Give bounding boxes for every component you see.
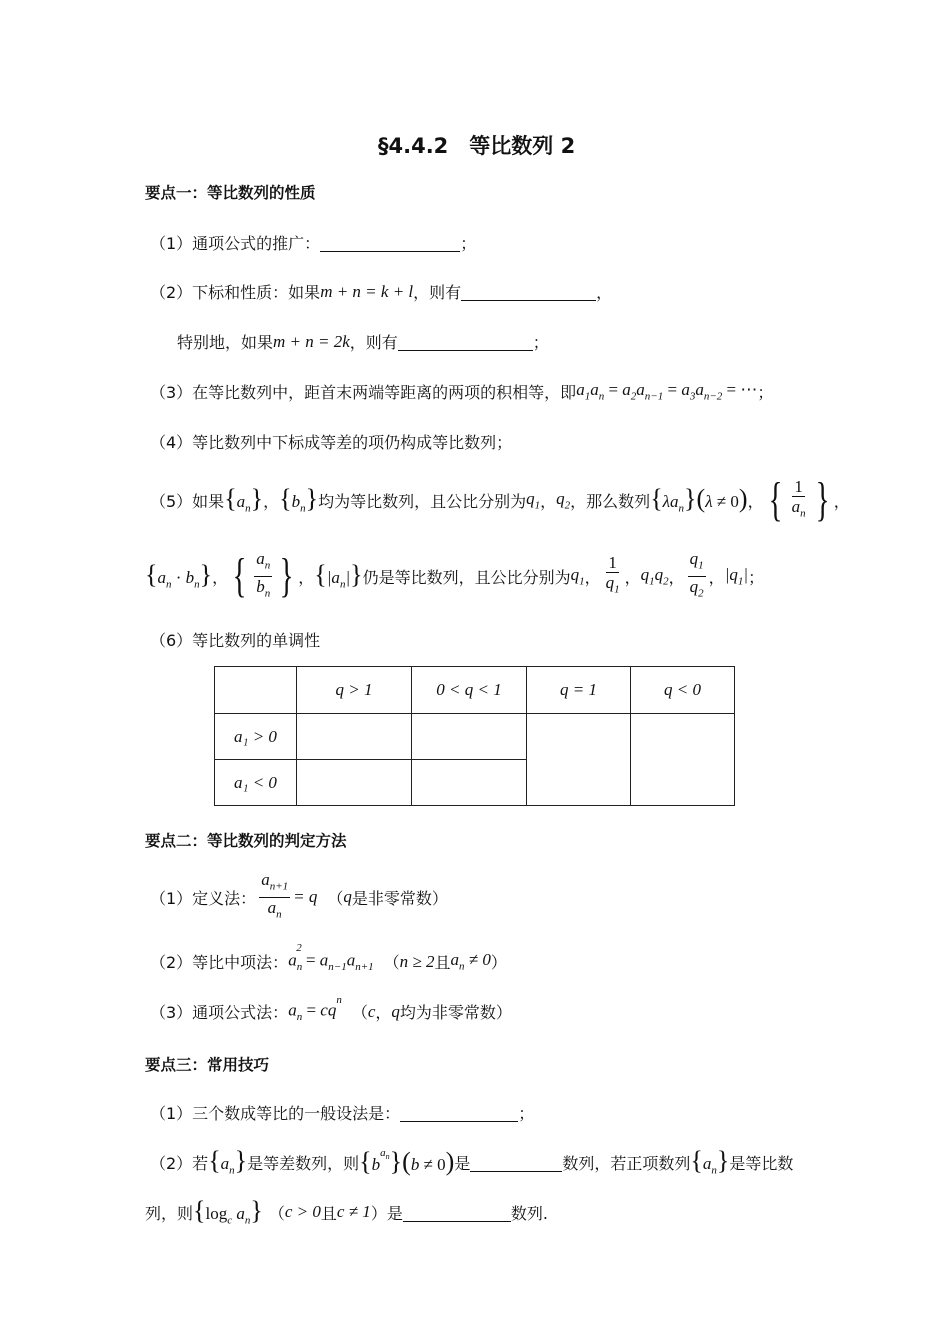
tip-item-2: （2）若 $\{a_n\}$ 是等差数列，则 $\{b^{a_n}\}(b \ne 0)$ 是 数列，若正项数列 $\{a_n\}$ 是等比数 xyxy=(150,1146,794,1177)
property-item-2: （2）下标和性质：如果 m + n = k + l ，则有 ， xyxy=(150,281,613,302)
item-label: 特别地，如果 xyxy=(177,333,274,352)
exponential-sequence: $\{b^{a_n}\}(b \ne 0)$ xyxy=(359,1146,455,1177)
tip-item-2-continued: 列，则 {$\log_c$ $a_n$} （ c > 0 且 c ≠ 1 ）是 数列. xyxy=(145,1196,548,1227)
ratio-definition: $\frac{a_{n+1}}{a_n}$ xyxy=(261,870,289,920)
ratio-abs-q1: $|q_1|$ xyxy=(724,564,749,588)
sequence-lambda-an: $\{\lambda a_n\}(\lambda \ne 0)$ xyxy=(650,483,748,515)
answer-blank[interactable] xyxy=(320,233,460,252)
item-label: （2）若 xyxy=(150,1153,209,1173)
ratio-q1q2: $q_1q_2$ xyxy=(640,564,669,588)
property-item-4 xyxy=(150,430,512,453)
ratio-q1: $q_1$ xyxy=(570,564,585,588)
table-cell[interactable] xyxy=(527,714,631,806)
item-label: （1）定义法： xyxy=(150,888,257,908)
criteria-item-1: （1）定义法： $\frac{a_{n+1}}{a_n}$ = q （ q 是非零常数） xyxy=(150,874,448,920)
answer-blank[interactable] xyxy=(470,1153,562,1172)
table-header-cell: q > 1 xyxy=(297,667,412,714)
criteria-item-2: （2）等比中项法： $a_n^2 = a_{n-1}a_{n+1}$ （ n ≥ 2 且 $a_n \ne 0$ ） xyxy=(150,942,507,974)
table-corner-cell xyxy=(215,667,297,714)
sequence-bn: $\{b_n\}$ xyxy=(279,483,319,515)
property-item-6 xyxy=(150,628,320,651)
general-term-formula: $a_n = cq^n$ xyxy=(288,994,342,1024)
table-header-cell: q = 1 xyxy=(527,667,631,714)
criteria-item-3: （3）通项公式法： $a_n = cq^n$ （ c ， q 均为非零常数） xyxy=(150,994,512,1024)
table-row-header: a₁ > 0 xyxy=(215,714,297,760)
item-label: （6）等比数列的单调性 xyxy=(150,631,321,650)
property-item-1: （1）通项公式的推广： ； xyxy=(150,231,476,254)
property-item-5: （5）如果 $\{a_n\}$ ， $\{b_n\}$ 均为等比数列，且公比分别为 $q_1$ ， $q_2$ ，那么数列 $\{\lambda a_n\}(\lambda \ne 0)$ ， { $\frac{1}{a_n}$ } ， xyxy=(150,473,850,526)
item-label: 列，则 xyxy=(145,1203,194,1223)
index-condition: m + n = 2k xyxy=(273,331,350,351)
property-item-2-special: 特别地，如果 m + n = 2k ，则有 ； xyxy=(177,331,549,352)
answer-blank[interactable] xyxy=(461,282,596,301)
product-formula: $a_1a_n = a_2a_{n-1} = a_3a_{n-2}$ = ⋯ xyxy=(576,380,758,403)
item-label: （1）三个数成等比的一般设法是： xyxy=(150,1104,401,1123)
ratio-q1-over-q2: $\frac{q_1}{q_2}$ xyxy=(689,549,704,599)
item-label: （5）如果 xyxy=(150,491,225,511)
item-label: （3）在等比数列中，距首末两端等距离的两项的积相等，即 xyxy=(150,383,577,402)
section-heading-tips: 要点三：常用技巧 xyxy=(145,1056,270,1074)
index-condition: m + n = k + l xyxy=(320,281,414,301)
section-heading-properties: 要点一：等比数列的性质 xyxy=(145,184,316,202)
ratio-q1: $q_1$ xyxy=(526,488,541,512)
tip-item-1: （1）三个数成等比的一般设法是： ； xyxy=(150,1101,534,1124)
answer-blank[interactable] xyxy=(400,1103,518,1122)
item-label: （4）等比数列中下标成等差的项仍构成等比数列； xyxy=(150,433,513,452)
table-cell[interactable] xyxy=(297,760,412,806)
sequence-reciprocal: { $\frac{1}{a_n}$ } xyxy=(768,473,830,526)
property-item-5-continued: $\{a_n \cdot b_n\}$ ， { $\frac{a_n}{b_n}$ } ， $\{|a_n|\}$ 仍是等比数列，且公比分别为 $q_1$ ， $\frac{1}{q_1}$ ， $q_1q_2$ ， $\frac{q_1}{q_2}$ ， $|q_1|$ ； xyxy=(145,549,765,602)
item-label: （2）下标和性质：如果 xyxy=(150,283,321,302)
table-header-cell: q < 0 xyxy=(631,667,735,714)
geometric-mean-formula: $a_n^2 = a_{n-1}a_{n+1}$ xyxy=(288,942,374,974)
sequence-an: $\{a_n\}$ xyxy=(224,483,264,515)
ratio-reciprocal-q1: $\frac{1}{q_1}$ xyxy=(605,552,620,596)
table-cell[interactable] xyxy=(412,714,527,760)
sequence-an-bn: $\{a_n \cdot b_n\}$ xyxy=(145,559,213,591)
log-sequence: {$\log_c$ $a_n$} xyxy=(193,1196,263,1227)
page-title: §4.4.2 等比数列 2 xyxy=(378,134,576,158)
table-cell[interactable] xyxy=(412,760,527,806)
table-row-header: a₁ < 0 xyxy=(215,760,297,806)
section-heading-criteria: 要点二：等比数列的判定方法 xyxy=(145,832,347,850)
ratio-q2: $q_2$ xyxy=(556,488,571,512)
table-cell[interactable] xyxy=(297,714,412,760)
sequence-abs-an: $\{|a_n|\}$ xyxy=(314,559,363,591)
answer-blank[interactable] xyxy=(398,332,533,351)
item-label: （1）通项公式的推广： xyxy=(150,234,321,253)
item-label: （3）通项公式法： xyxy=(150,1003,289,1023)
table-header-cell: 0 < q < 1 xyxy=(412,667,527,714)
monotonicity-table xyxy=(214,666,735,806)
property-item-3: （3）在等比数列中，距首末两端等距离的两项的积相等，即 $a_1a_n = a_2a_{n-1} = a_3a_{n-2}$ = ⋯ ； xyxy=(150,380,774,403)
answer-blank[interactable] xyxy=(403,1203,511,1222)
item-label: （2）等比中项法： xyxy=(150,953,289,973)
table-cell[interactable] xyxy=(631,714,735,806)
sequence-quotient: { $\frac{a_n}{b_n}$ } xyxy=(232,549,294,602)
